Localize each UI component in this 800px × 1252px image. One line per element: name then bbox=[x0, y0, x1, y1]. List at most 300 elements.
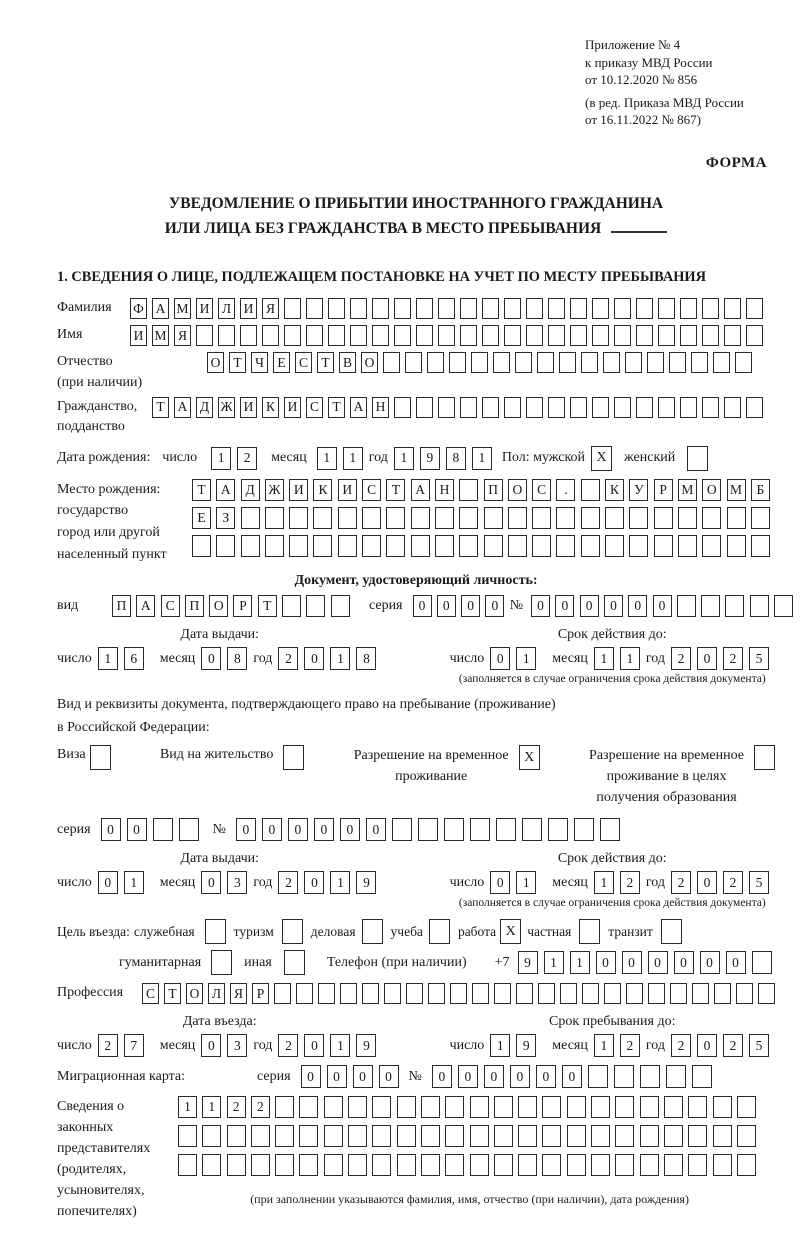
char-cell[interactable] bbox=[470, 818, 490, 841]
char-cell[interactable]: 0 bbox=[353, 1065, 373, 1088]
char-cell[interactable]: Ч bbox=[251, 352, 268, 373]
char-cell[interactable]: Р bbox=[252, 983, 269, 1004]
char-cell[interactable]: 1 bbox=[178, 1096, 197, 1118]
char-cell[interactable] bbox=[397, 1125, 416, 1147]
char-cell[interactable]: Р bbox=[233, 595, 252, 617]
char-cell[interactable] bbox=[603, 352, 620, 373]
char-cell[interactable] bbox=[556, 535, 575, 557]
char-cell[interactable]: 1 bbox=[490, 1034, 510, 1057]
char-cell[interactable]: 2 bbox=[278, 871, 298, 894]
char-cell[interactable]: К bbox=[313, 479, 332, 501]
char-cell[interactable] bbox=[714, 983, 731, 1004]
char-cell[interactable] bbox=[504, 325, 521, 346]
char-cell[interactable] bbox=[581, 535, 600, 557]
char-cell[interactable] bbox=[724, 325, 741, 346]
char-cell[interactable] bbox=[570, 298, 587, 319]
char-cell[interactable] bbox=[574, 818, 594, 841]
char-cell[interactable] bbox=[724, 397, 741, 418]
char-cell[interactable]: 0 bbox=[304, 647, 324, 670]
char-cell[interactable]: 7 bbox=[124, 1034, 144, 1057]
char-cell[interactable] bbox=[677, 595, 696, 617]
char-cell[interactable]: 3 bbox=[227, 871, 247, 894]
char-cell[interactable] bbox=[750, 595, 769, 617]
char-cell[interactable]: 2 bbox=[723, 871, 743, 894]
char-cell[interactable] bbox=[605, 507, 624, 529]
char-cell[interactable] bbox=[713, 1154, 732, 1176]
checkbox-cell[interactable] bbox=[661, 919, 682, 944]
char-cell[interactable] bbox=[421, 1125, 440, 1147]
char-cell[interactable] bbox=[604, 983, 621, 1004]
char-cell[interactable]: Т bbox=[152, 397, 169, 418]
char-cell[interactable]: А bbox=[152, 298, 169, 319]
char-cell[interactable] bbox=[313, 535, 332, 557]
char-cell[interactable]: Т bbox=[317, 352, 334, 373]
char-cell[interactable]: К bbox=[262, 397, 279, 418]
char-cell[interactable] bbox=[526, 325, 543, 346]
char-cell[interactable] bbox=[664, 1125, 683, 1147]
char-cell[interactable] bbox=[192, 535, 211, 557]
char-cell[interactable]: 0 bbox=[327, 1065, 347, 1088]
char-cell[interactable] bbox=[504, 298, 521, 319]
char-cell[interactable] bbox=[746, 298, 763, 319]
char-cell[interactable]: 9 bbox=[356, 1034, 376, 1057]
char-cell[interactable]: 0 bbox=[484, 1065, 504, 1088]
char-cell[interactable] bbox=[494, 1096, 513, 1118]
char-cell[interactable]: Н bbox=[435, 479, 454, 501]
char-cell[interactable] bbox=[472, 983, 489, 1004]
char-cell[interactable]: Т bbox=[229, 352, 246, 373]
char-cell[interactable] bbox=[284, 298, 301, 319]
char-cell[interactable]: А bbox=[216, 479, 235, 501]
char-cell[interactable] bbox=[648, 983, 665, 1004]
checkbox-cell[interactable]: X bbox=[500, 919, 521, 944]
char-cell[interactable] bbox=[688, 1125, 707, 1147]
checkbox-cell[interactable] bbox=[284, 950, 305, 975]
char-cell[interactable]: 0 bbox=[580, 595, 599, 617]
char-cell[interactable] bbox=[372, 1154, 391, 1176]
checkbox-cell[interactable] bbox=[362, 919, 383, 944]
char-cell[interactable] bbox=[691, 352, 708, 373]
char-cell[interactable] bbox=[560, 983, 577, 1004]
char-cell[interactable] bbox=[362, 535, 381, 557]
char-cell[interactable] bbox=[435, 507, 454, 529]
char-cell[interactable]: 0 bbox=[628, 595, 647, 617]
char-cell[interactable]: Т bbox=[192, 479, 211, 501]
char-cell[interactable]: А bbox=[136, 595, 155, 617]
char-cell[interactable] bbox=[438, 298, 455, 319]
checkbox-cell[interactable] bbox=[283, 745, 304, 770]
char-cell[interactable]: 2 bbox=[671, 647, 691, 670]
char-cell[interactable] bbox=[328, 298, 345, 319]
char-cell[interactable] bbox=[542, 1154, 561, 1176]
char-cell[interactable] bbox=[567, 1096, 586, 1118]
char-cell[interactable] bbox=[372, 1096, 391, 1118]
char-cell[interactable] bbox=[289, 535, 308, 557]
char-cell[interactable] bbox=[438, 325, 455, 346]
char-cell[interactable] bbox=[713, 352, 730, 373]
char-cell[interactable] bbox=[522, 818, 542, 841]
char-cell[interactable] bbox=[592, 298, 609, 319]
char-cell[interactable]: 2 bbox=[620, 871, 640, 894]
char-cell[interactable] bbox=[680, 298, 697, 319]
char-cell[interactable] bbox=[240, 325, 257, 346]
char-cell[interactable] bbox=[504, 397, 521, 418]
char-cell[interactable] bbox=[372, 1125, 391, 1147]
char-cell[interactable] bbox=[640, 1125, 659, 1147]
char-cell[interactable] bbox=[542, 1096, 561, 1118]
char-cell[interactable]: 0 bbox=[562, 1065, 582, 1088]
char-cell[interactable] bbox=[496, 818, 516, 841]
char-cell[interactable] bbox=[386, 535, 405, 557]
char-cell[interactable] bbox=[629, 535, 648, 557]
char-cell[interactable] bbox=[494, 983, 511, 1004]
char-cell[interactable]: 0 bbox=[536, 1065, 556, 1088]
char-cell[interactable]: Ж bbox=[218, 397, 235, 418]
char-cell[interactable] bbox=[591, 1125, 610, 1147]
char-cell[interactable]: 0 bbox=[531, 595, 550, 617]
char-cell[interactable]: 0 bbox=[340, 818, 360, 841]
char-cell[interactable] bbox=[581, 507, 600, 529]
char-cell[interactable]: 3 bbox=[227, 1034, 247, 1057]
checkbox-cell[interactable] bbox=[579, 919, 600, 944]
char-cell[interactable]: Е bbox=[192, 507, 211, 529]
char-cell[interactable] bbox=[537, 352, 554, 373]
char-cell[interactable] bbox=[752, 951, 772, 974]
char-cell[interactable]: 2 bbox=[278, 1034, 298, 1057]
char-cell[interactable] bbox=[482, 325, 499, 346]
char-cell[interactable]: Л bbox=[208, 983, 225, 1004]
char-cell[interactable] bbox=[394, 298, 411, 319]
char-cell[interactable] bbox=[265, 535, 284, 557]
char-cell[interactable] bbox=[526, 397, 543, 418]
char-cell[interactable] bbox=[636, 298, 653, 319]
char-cell[interactable]: 1 bbox=[516, 647, 536, 670]
char-cell[interactable] bbox=[306, 595, 325, 617]
char-cell[interactable]: 1 bbox=[330, 647, 350, 670]
char-cell[interactable]: 1 bbox=[317, 447, 337, 470]
char-cell[interactable]: Т bbox=[386, 479, 405, 501]
char-cell[interactable] bbox=[362, 983, 379, 1004]
char-cell[interactable]: Я bbox=[262, 298, 279, 319]
char-cell[interactable]: 0 bbox=[98, 871, 118, 894]
char-cell[interactable]: 0 bbox=[413, 595, 432, 617]
char-cell[interactable]: 1 bbox=[544, 951, 564, 974]
char-cell[interactable] bbox=[614, 325, 631, 346]
char-cell[interactable] bbox=[484, 507, 503, 529]
char-cell[interactable]: 9 bbox=[356, 871, 376, 894]
char-cell[interactable] bbox=[416, 325, 433, 346]
char-cell[interactable] bbox=[338, 535, 357, 557]
char-cell[interactable]: 9 bbox=[420, 447, 440, 470]
char-cell[interactable] bbox=[542, 1125, 561, 1147]
char-cell[interactable]: 2 bbox=[98, 1034, 118, 1057]
char-cell[interactable] bbox=[626, 983, 643, 1004]
char-cell[interactable]: И bbox=[130, 325, 147, 346]
char-cell[interactable] bbox=[460, 298, 477, 319]
char-cell[interactable] bbox=[581, 352, 598, 373]
char-cell[interactable] bbox=[331, 595, 350, 617]
char-cell[interactable] bbox=[450, 983, 467, 1004]
char-cell[interactable]: 0 bbox=[127, 818, 147, 841]
char-cell[interactable] bbox=[296, 983, 313, 1004]
char-cell[interactable]: И bbox=[196, 298, 213, 319]
char-cell[interactable]: 1 bbox=[594, 871, 614, 894]
char-cell[interactable] bbox=[265, 507, 284, 529]
char-cell[interactable] bbox=[274, 983, 291, 1004]
char-cell[interactable] bbox=[647, 352, 664, 373]
char-cell[interactable] bbox=[284, 325, 301, 346]
char-cell[interactable] bbox=[556, 507, 575, 529]
char-cell[interactable] bbox=[470, 1154, 489, 1176]
char-cell[interactable] bbox=[518, 1096, 537, 1118]
char-cell[interactable]: П bbox=[112, 595, 131, 617]
char-cell[interactable] bbox=[658, 397, 675, 418]
char-cell[interactable] bbox=[654, 507, 673, 529]
char-cell[interactable] bbox=[392, 818, 412, 841]
char-cell[interactable]: 0 bbox=[101, 818, 121, 841]
char-cell[interactable] bbox=[421, 1096, 440, 1118]
char-cell[interactable] bbox=[615, 1154, 634, 1176]
char-cell[interactable]: 1 bbox=[516, 871, 536, 894]
char-cell[interactable]: 1 bbox=[330, 871, 350, 894]
char-cell[interactable] bbox=[688, 1096, 707, 1118]
char-cell[interactable] bbox=[678, 535, 697, 557]
char-cell[interactable]: 2 bbox=[620, 1034, 640, 1057]
char-cell[interactable] bbox=[372, 298, 389, 319]
char-cell[interactable]: 0 bbox=[490, 871, 510, 894]
char-cell[interactable]: 0 bbox=[604, 595, 623, 617]
char-cell[interactable] bbox=[713, 1096, 732, 1118]
char-cell[interactable] bbox=[178, 1125, 197, 1147]
char-cell[interactable] bbox=[299, 1096, 318, 1118]
char-cell[interactable] bbox=[614, 298, 631, 319]
char-cell[interactable] bbox=[508, 535, 527, 557]
char-cell[interactable] bbox=[324, 1096, 343, 1118]
checkbox-cell[interactable] bbox=[211, 950, 232, 975]
char-cell[interactable]: В bbox=[339, 352, 356, 373]
char-cell[interactable]: 8 bbox=[446, 447, 466, 470]
char-cell[interactable] bbox=[459, 535, 478, 557]
char-cell[interactable] bbox=[384, 983, 401, 1004]
char-cell[interactable]: 0 bbox=[490, 647, 510, 670]
char-cell[interactable]: 0 bbox=[653, 595, 672, 617]
char-cell[interactable]: 1 bbox=[394, 447, 414, 470]
char-cell[interactable] bbox=[670, 983, 687, 1004]
char-cell[interactable] bbox=[438, 397, 455, 418]
char-cell[interactable] bbox=[418, 818, 438, 841]
char-cell[interactable]: О bbox=[209, 595, 228, 617]
char-cell[interactable] bbox=[313, 507, 332, 529]
char-cell[interactable]: 0 bbox=[304, 1034, 324, 1057]
char-cell[interactable]: К bbox=[605, 479, 624, 501]
char-cell[interactable]: Д bbox=[241, 479, 260, 501]
char-cell[interactable] bbox=[518, 1154, 537, 1176]
char-cell[interactable]: 2 bbox=[251, 1096, 270, 1118]
char-cell[interactable] bbox=[386, 507, 405, 529]
char-cell[interactable] bbox=[216, 535, 235, 557]
char-cell[interactable] bbox=[406, 983, 423, 1004]
char-cell[interactable]: 0 bbox=[697, 647, 717, 670]
char-cell[interactable] bbox=[470, 1096, 489, 1118]
char-cell[interactable]: 2 bbox=[723, 1034, 743, 1057]
char-cell[interactable] bbox=[680, 397, 697, 418]
char-cell[interactable] bbox=[654, 535, 673, 557]
char-cell[interactable] bbox=[459, 507, 478, 529]
char-cell[interactable] bbox=[735, 352, 752, 373]
char-cell[interactable]: 1 bbox=[594, 647, 614, 670]
checkbox-cell[interactable]: X bbox=[519, 745, 540, 770]
char-cell[interactable]: 0 bbox=[262, 818, 282, 841]
char-cell[interactable] bbox=[251, 1125, 270, 1147]
char-cell[interactable]: 0 bbox=[510, 1065, 530, 1088]
char-cell[interactable] bbox=[751, 535, 770, 557]
char-cell[interactable]: 0 bbox=[485, 595, 504, 617]
char-cell[interactable]: 6 bbox=[124, 647, 144, 670]
char-cell[interactable] bbox=[548, 818, 568, 841]
char-cell[interactable]: 2 bbox=[671, 871, 691, 894]
char-cell[interactable] bbox=[460, 325, 477, 346]
char-cell[interactable] bbox=[482, 397, 499, 418]
char-cell[interactable]: 0 bbox=[288, 818, 308, 841]
char-cell[interactable]: 0 bbox=[596, 951, 616, 974]
char-cell[interactable]: . bbox=[556, 479, 575, 501]
char-cell[interactable] bbox=[445, 1125, 464, 1147]
char-cell[interactable] bbox=[658, 298, 675, 319]
char-cell[interactable]: 2 bbox=[278, 647, 298, 670]
char-cell[interactable] bbox=[538, 983, 555, 1004]
char-cell[interactable]: М bbox=[727, 479, 746, 501]
char-cell[interactable] bbox=[445, 1096, 464, 1118]
char-cell[interactable]: Т bbox=[164, 983, 181, 1004]
char-cell[interactable] bbox=[751, 507, 770, 529]
char-cell[interactable]: 0 bbox=[648, 951, 668, 974]
char-cell[interactable] bbox=[713, 1125, 732, 1147]
char-cell[interactable] bbox=[299, 1125, 318, 1147]
char-cell[interactable]: 0 bbox=[458, 1065, 478, 1088]
char-cell[interactable] bbox=[548, 397, 565, 418]
char-cell[interactable] bbox=[559, 352, 576, 373]
char-cell[interactable] bbox=[196, 325, 213, 346]
char-cell[interactable] bbox=[640, 1154, 659, 1176]
char-cell[interactable]: С bbox=[362, 479, 381, 501]
char-cell[interactable] bbox=[299, 1154, 318, 1176]
char-cell[interactable] bbox=[421, 1154, 440, 1176]
char-cell[interactable] bbox=[614, 397, 631, 418]
char-cell[interactable] bbox=[411, 535, 430, 557]
char-cell[interactable]: 5 bbox=[749, 647, 769, 670]
char-cell[interactable] bbox=[702, 298, 719, 319]
char-cell[interactable] bbox=[338, 507, 357, 529]
char-cell[interactable] bbox=[758, 983, 775, 1004]
char-cell[interactable] bbox=[588, 1065, 608, 1088]
char-cell[interactable]: 2 bbox=[227, 1096, 246, 1118]
char-cell[interactable] bbox=[251, 1154, 270, 1176]
char-cell[interactable] bbox=[427, 352, 444, 373]
char-cell[interactable]: О bbox=[508, 479, 527, 501]
char-cell[interactable]: 0 bbox=[697, 871, 717, 894]
char-cell[interactable] bbox=[227, 1125, 246, 1147]
char-cell[interactable] bbox=[567, 1125, 586, 1147]
char-cell[interactable]: М bbox=[174, 298, 191, 319]
char-cell[interactable]: О bbox=[361, 352, 378, 373]
char-cell[interactable] bbox=[678, 507, 697, 529]
char-cell[interactable] bbox=[600, 818, 620, 841]
char-cell[interactable]: 5 bbox=[749, 1034, 769, 1057]
char-cell[interactable] bbox=[394, 325, 411, 346]
char-cell[interactable] bbox=[727, 535, 746, 557]
char-cell[interactable] bbox=[548, 298, 565, 319]
char-cell[interactable] bbox=[484, 535, 503, 557]
char-cell[interactable]: 1 bbox=[124, 871, 144, 894]
char-cell[interactable]: 1 bbox=[98, 647, 118, 670]
checkbox-cell[interactable] bbox=[429, 919, 450, 944]
char-cell[interactable]: Н bbox=[372, 397, 389, 418]
char-cell[interactable] bbox=[615, 1096, 634, 1118]
char-cell[interactable] bbox=[324, 1154, 343, 1176]
char-cell[interactable]: 1 bbox=[570, 951, 590, 974]
char-cell[interactable]: 0 bbox=[555, 595, 574, 617]
char-cell[interactable] bbox=[737, 1125, 756, 1147]
char-cell[interactable]: 1 bbox=[472, 447, 492, 470]
char-cell[interactable] bbox=[202, 1154, 221, 1176]
char-cell[interactable] bbox=[460, 397, 477, 418]
char-cell[interactable]: 0 bbox=[304, 871, 324, 894]
char-cell[interactable]: 1 bbox=[211, 447, 231, 470]
char-cell[interactable] bbox=[508, 507, 527, 529]
char-cell[interactable] bbox=[241, 507, 260, 529]
char-cell[interactable]: И bbox=[284, 397, 301, 418]
checkbox-cell[interactable] bbox=[90, 745, 111, 770]
char-cell[interactable] bbox=[591, 1154, 610, 1176]
char-cell[interactable] bbox=[605, 535, 624, 557]
char-cell[interactable]: С bbox=[295, 352, 312, 373]
char-cell[interactable] bbox=[202, 1125, 221, 1147]
char-cell[interactable] bbox=[494, 1154, 513, 1176]
char-cell[interactable] bbox=[614, 1065, 634, 1088]
char-cell[interactable] bbox=[532, 535, 551, 557]
char-cell[interactable]: И bbox=[338, 479, 357, 501]
char-cell[interactable] bbox=[482, 298, 499, 319]
char-cell[interactable] bbox=[397, 1096, 416, 1118]
char-cell[interactable] bbox=[405, 352, 422, 373]
char-cell[interactable] bbox=[615, 1125, 634, 1147]
char-cell[interactable]: М bbox=[678, 479, 697, 501]
char-cell[interactable]: Т bbox=[328, 397, 345, 418]
char-cell[interactable] bbox=[746, 397, 763, 418]
char-cell[interactable]: 0 bbox=[674, 951, 694, 974]
char-cell[interactable] bbox=[581, 479, 600, 501]
char-cell[interactable]: 2 bbox=[723, 647, 743, 670]
char-cell[interactable]: С bbox=[161, 595, 180, 617]
char-cell[interactable] bbox=[526, 298, 543, 319]
char-cell[interactable]: 0 bbox=[379, 1065, 399, 1088]
char-cell[interactable]: 0 bbox=[201, 647, 221, 670]
char-cell[interactable] bbox=[348, 1154, 367, 1176]
char-cell[interactable]: С bbox=[142, 983, 159, 1004]
char-cell[interactable]: 0 bbox=[201, 1034, 221, 1057]
char-cell[interactable] bbox=[444, 818, 464, 841]
char-cell[interactable]: И bbox=[289, 479, 308, 501]
char-cell[interactable] bbox=[470, 1125, 489, 1147]
char-cell[interactable] bbox=[518, 1125, 537, 1147]
char-cell[interactable] bbox=[178, 1154, 197, 1176]
char-cell[interactable] bbox=[516, 983, 533, 1004]
char-cell[interactable] bbox=[640, 1096, 659, 1118]
checkbox-cell[interactable] bbox=[282, 919, 303, 944]
char-cell[interactable] bbox=[289, 507, 308, 529]
char-cell[interactable] bbox=[515, 352, 532, 373]
char-cell[interactable] bbox=[493, 352, 510, 373]
